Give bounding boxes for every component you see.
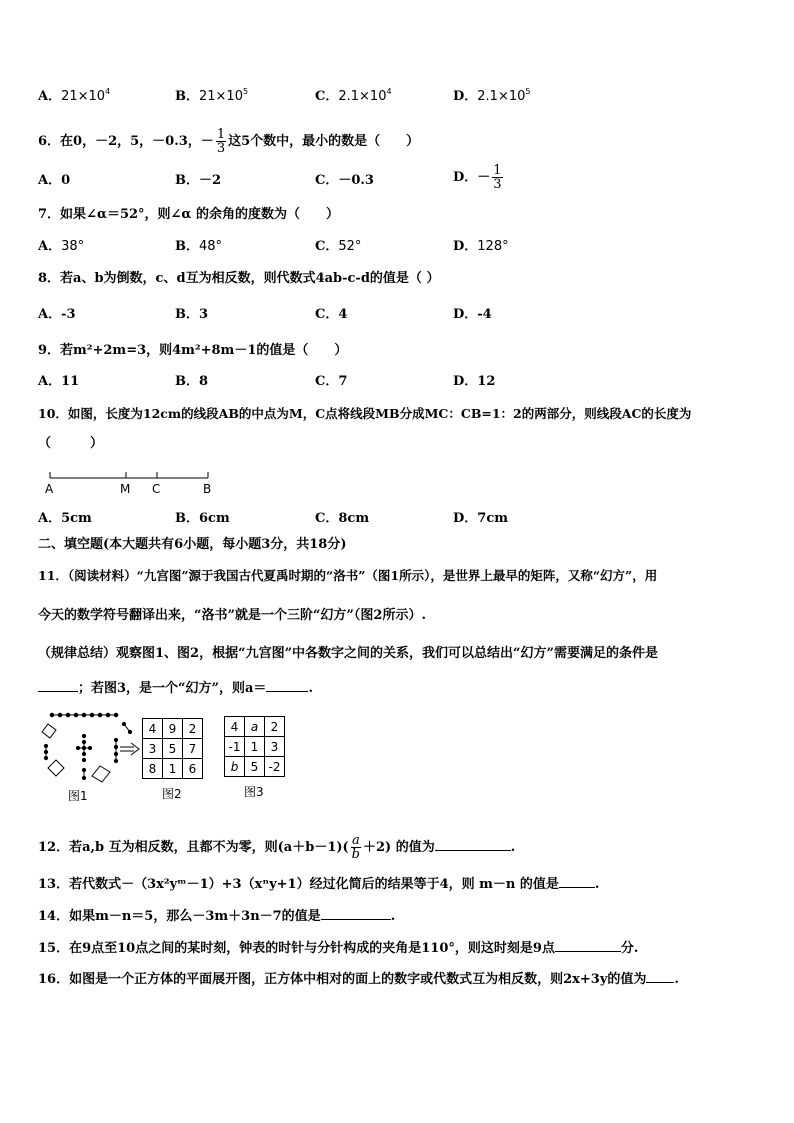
diamond-bottom-left [48,760,64,776]
q10-stem-line2: （ ） [38,436,104,451]
grid2-cell: 3 [143,739,163,759]
grid2-cell: 5 [163,739,183,759]
q8-option-b: B．3 [175,307,209,322]
q16-answer-blank[interactable] [646,968,674,983]
q13-answer-blank[interactable] [559,873,595,888]
q11-blank-a[interactable] [266,677,308,692]
grid2-cell: 8 [143,759,163,779]
q7-option-a: A．38° [38,239,85,254]
point-label-m: M [120,482,131,496]
grid2-cell: 6 [183,759,203,779]
q9-option-b: B．8 [175,374,209,389]
q12-stem: 12．若a,b 互为相反数，且都不为零，则(a＋b－1)( $\frac{a}{b}$ ＋2) 的值为 . [38,833,516,862]
grid2-cell: 7 [183,739,203,759]
dot-chain-bottom [82,768,85,779]
dot-chain-left [44,744,47,759]
center-cross [76,734,91,761]
q14-answer-blank[interactable] [321,905,391,920]
q10-option-c: C．8cm [315,511,370,526]
q5-option-c: C．$2.1\times 10^4$ [315,87,392,104]
grid3-cell: a [245,717,265,737]
grid2-cell: 1 [163,759,183,779]
q8-option-d: D．-4 [453,307,492,322]
q11-line4: ；若图3，是一个“幻方”，则a＝ . [38,677,313,698]
q6-option-d: D．－ $\frac{1}{3}$ [453,163,502,192]
q6-stem: 6．在0，－2，5，－0.3，－ $\frac{1}{3}$ 这5个数中，最小的数是（ ） [38,127,420,156]
q15-answer-blank[interactable] [555,937,621,952]
dot-chain-top-right [122,722,131,733]
point-label-c: C [152,482,161,496]
q10-option-a: A．5cm [38,511,92,526]
dot-chain-top [50,713,118,717]
magic-square-grid-2 [142,718,203,779]
q12-answer-blank[interactable] [435,836,511,851]
q7-option-d: D．128° [453,239,509,254]
grid2-cell: 9 [163,719,183,739]
figure2-caption: 图2 [162,787,182,801]
q9-stem: 9．若m²+2m=3，则4m²+8m－1的值是（ ） [38,343,348,358]
q8-stem: 8．若a、b为倒数，c、d互为相反数，则代数式4ab-c-d的值是（ ） [38,271,440,286]
point-label-a: A [45,482,54,496]
grid2-cell: 2 [183,719,203,739]
grid3-cell: 1 [245,737,265,757]
grid3-cell: 4 [225,717,245,737]
q11-line3: （规律总结）观察图1、图2，根据“九宫图”中各数字之间的关系，我们可以总结出“幻方”需要满足的条件是 [38,646,659,661]
q15-stem: 15．在9点至10点之间的某时刻，钟表的时针与分针构成的夹角是110°，则这时刻是9点 分. [38,937,638,958]
grid3-cell: 5 [245,757,265,777]
q10-line-segment-figure [40,466,220,498]
q9-option-c: C．7 [315,374,348,389]
q9-option-d: D．12 [453,374,496,389]
q6-option-b: B．－2 [175,173,222,188]
grid3-cell: 3 [265,737,285,757]
point-label-b: B [203,482,212,496]
q8-option-c: C．4 [315,307,348,322]
luoshu-figure [38,710,142,786]
figure3-caption: 图3 [244,785,264,799]
q7-option-b: B．48° [175,239,223,254]
q14-stem: 14．如果m－n＝5，那么－3m＋3n－7的值是 . [38,905,395,926]
q6-option-c: C．－0.3 [315,173,374,188]
q13-stem: 13．若代数式－（3x²yᵐ－1）+3（xⁿy+1）经过化简后的结果等于4，则 m－n 的值是 . [38,873,599,894]
q10-stem-line1: 10．如图，长度为12cm的线段AB的中点为M，C点将线段MB分成MC：CB=1：2的两部分，则线段AC的长度为 [38,406,692,421]
q16-stem: 16．如图是一个正方体的平面展开图，正方体中相对的面上的数字或代数式互为相反数，则2x+3y的值为 . [38,968,679,989]
diamond-top-left [42,724,56,738]
dot-chain-right [114,738,117,762]
q7-stem: 7．如果∠α＝52°，则∠α 的余角的度数为（ ） [38,207,339,222]
grid3-cell: -1 [225,737,245,757]
grid2-cell: 4 [143,719,163,739]
q10-option-b: B．6cm [175,511,230,526]
q5-option-d: D．$2.1\times 10^5$ [453,87,531,104]
q9-option-a: A．11 [38,374,80,389]
q11-blank-condition[interactable] [38,677,78,692]
q11-line2: 今天的数学符号翻译出来，“洛书”就是一个三阶“幻方”（图2所示）. [38,608,426,623]
grid3-cell: 2 [265,717,285,737]
q5-option-a: A．$21\times 10^4$ [38,87,111,104]
q5-option-b: B．$21\times 10^5$ [175,87,249,104]
section-heading: 二、填空题(本大题共有6小题，每小题3分，共18分) [38,537,347,552]
q11-line1: 11．（阅读材料）“九宫图”源于我国古代夏禹时期的“洛书”（图1所示），是世界上最早的矩阵，又称“幻方”，用 [38,568,658,583]
magic-square-grid-3 [224,716,285,777]
diamond-bottom-right [92,766,110,782]
q8-option-a: A．-3 [38,307,76,322]
arrow-right-icon [120,743,139,755]
q7-option-c: C．52° [315,239,362,254]
grid3-cell: -2 [265,757,285,777]
q6-option-a: A．0 [38,173,71,188]
grid3-cell: b [225,757,245,777]
q10-option-d: D．7cm [453,511,508,526]
figure1-caption: 图1 [68,789,88,803]
